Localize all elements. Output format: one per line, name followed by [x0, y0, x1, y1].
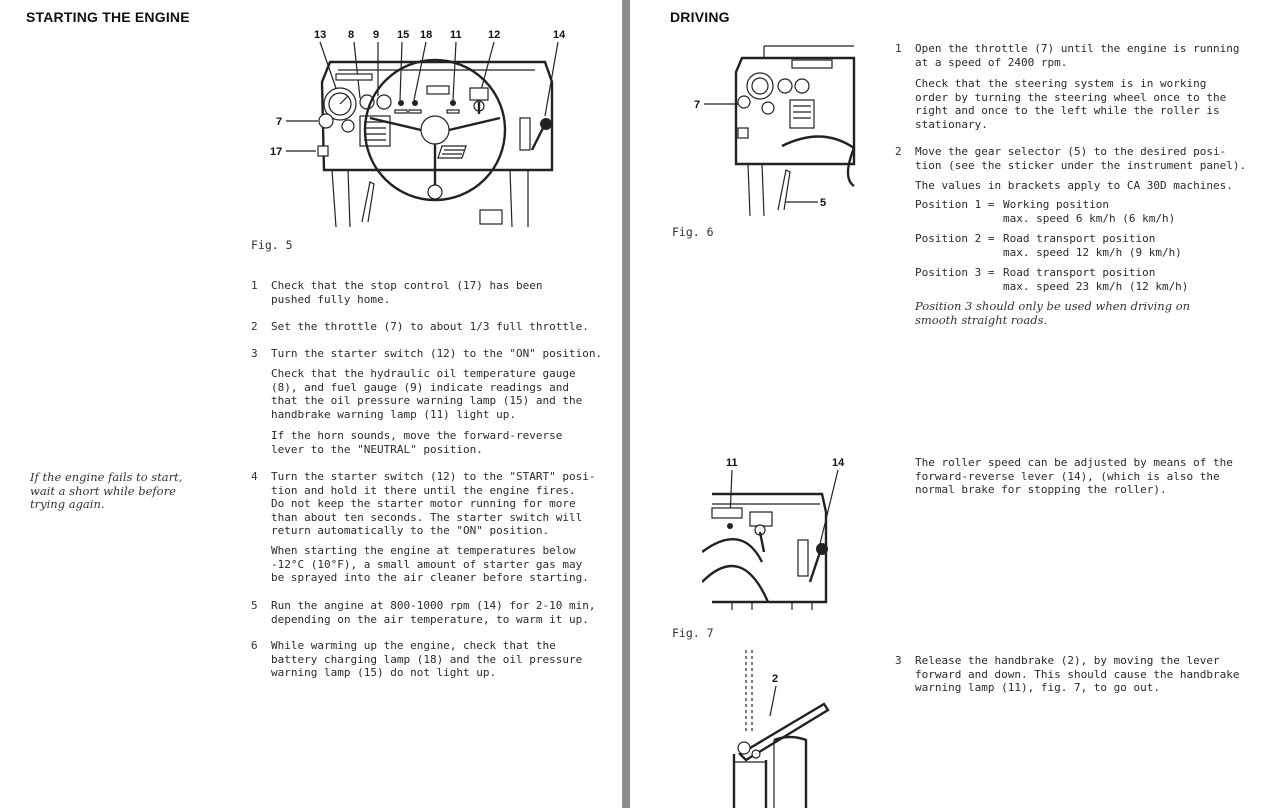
step-text: Check that the hydraulic oil temperature gauge (8), and fuel gauge (9) indicate readings and that the oil pressure warning lamp (15) and the handbrake warning lamp (11) light up.: [271, 367, 583, 421]
step-number: 4: [251, 470, 258, 483]
position-speed: max. speed 12 km/h (9 km/h): [1003, 245, 1182, 259]
fig5-callout-11: 11: [450, 29, 462, 41]
section-heading-driving: DRIVING: [670, 9, 730, 25]
fig7-callout-14: 14: [832, 457, 845, 469]
step-text: Set the throttle (7) to about 1/3 full throttle.: [271, 320, 589, 333]
step-text: Check that the stop control (17) has been pushed fully home.: [271, 279, 543, 306]
fig5-callout-15: 15: [397, 29, 410, 41]
position-name: Road transport position: [1003, 232, 1156, 245]
gear-position-3: [915, 266, 1188, 293]
position-label: Position 2 =: [915, 232, 995, 245]
fig5-callout-17: 17: [270, 146, 283, 158]
fig5-caption: Fig. 5: [251, 238, 293, 252]
step-number: 2: [251, 320, 258, 333]
fig5-callout-8: 8: [348, 29, 355, 41]
fig5-callout-9: 9: [373, 29, 380, 41]
position-speed: max. speed 23 km/h (12 km/h): [1003, 279, 1189, 293]
fig6-caption: Fig. 6: [672, 225, 714, 239]
fig7-lever-illustration: [702, 452, 872, 612]
fig5-callout-14: 14: [553, 29, 566, 41]
position-speed: max. speed 6 km/h (6 km/h): [1003, 211, 1176, 225]
step-text: Turn the starter switch (12) to the "START" posi- tion and hold it there until the engine fires. Do not keep the starter motor running for more than about ten seconds. The starter switch will return automatically to the "ON" position.: [271, 470, 596, 538]
position-label: Position 1 =: [915, 198, 995, 211]
fig5-callout-13: 13: [314, 29, 327, 41]
step-text: If the horn sounds, move the forward-reverse lever to the "NEUTRAL" position.: [271, 429, 563, 456]
step-text: Move the gear selector (5) to the desired posi- tion (see the sticker under the instrument panel).: [915, 145, 1247, 172]
right-page: [630, 0, 1261, 808]
step-text: Turn the starter switch (12) to the "ON" position.: [271, 347, 603, 360]
section-heading-starting: STARTING THE ENGINE: [26, 9, 190, 25]
step-number: 5: [251, 599, 258, 612]
handbrake-lever-illustration: [726, 644, 836, 808]
step-text: Check that the steering system is in working order by turning the steering wheel once to the right and once to the left while the roller is stationary.: [915, 77, 1227, 131]
fig6-callout-5: 5: [820, 197, 827, 209]
book-spine-divider: [622, 0, 630, 808]
fig5-instrument-panel-illustration: [270, 22, 580, 232]
roller-speed-note: The roller speed can be adjusted by means of the forward-reverse lever (14), (which is also the normal brake for stopping the roller).: [915, 456, 1233, 497]
fig7-callout-11: 11: [726, 457, 738, 469]
step-number: 6: [251, 639, 258, 652]
step-text: While warming up the engine, check that the battery charging lamp (18) and the oil pressure warning lamp (15) do not light up.: [271, 639, 583, 680]
step-text: Open the throttle (7) until the engine is running at a speed of 2400 rpm.: [915, 42, 1240, 69]
step-number: 3: [251, 347, 258, 360]
fig5-callout-7: 7: [276, 116, 283, 128]
left-page: [0, 0, 622, 808]
step-number: 3: [895, 654, 902, 667]
position-label: Position 3 =: [915, 266, 995, 279]
position3-italic-note: Position 3 should only be used when driving on smooth straight roads.: [915, 299, 1191, 327]
fig7-caption: Fig. 7: [672, 626, 714, 640]
gear-position-1: [915, 198, 1175, 225]
gear-position-2: [915, 232, 1182, 259]
fig5-callout-18: 18: [420, 29, 433, 41]
fig5-callout-12: 12: [488, 29, 501, 41]
fig6-callout-7: 7: [694, 99, 701, 111]
position-name: Road transport position: [1003, 266, 1156, 279]
fig6-panel-illustration: [692, 38, 862, 218]
step-number: 1: [251, 279, 258, 292]
step-text: The values in brackets apply to CA 30D machines.: [915, 179, 1233, 192]
step-text: Run the angine at 800-1000 rpm (14) for 2-10 min, depending on the air temperature, to warm it up.: [271, 599, 596, 626]
step-number: 2: [895, 145, 902, 158]
margin-note-fails-to-start: If the engine fails to start, wait a short while before trying again.: [30, 470, 183, 512]
handbrake-callout-2: 2: [772, 673, 779, 685]
step-text: When starting the engine at temperatures below -12°C (10°F), a small amount of starter gas may be sprayed into the air cleaner before starting.: [271, 544, 589, 585]
step-text: Release the handbrake (2), by moving the lever forward and down. This should cause the handbrake warning lamp (11), fig. 7, to go out.: [915, 654, 1240, 695]
position-name: Working position: [1003, 198, 1109, 211]
step-number: 1: [895, 42, 902, 55]
